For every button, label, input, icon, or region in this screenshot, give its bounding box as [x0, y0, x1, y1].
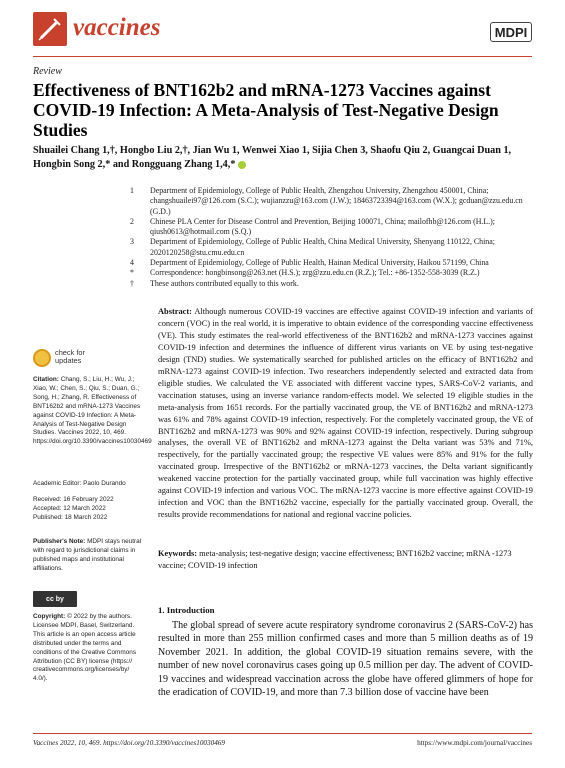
citation-label: Citation: [33, 376, 59, 383]
publisher-name: MDPI [490, 22, 532, 42]
abstract-text: Although numerous COVID-19 vaccines are effective against COVID-19 infection and variants of concern (VOC) in the real world, it is imperative to obtain evidence of the corresponding vaccine effectiveness (VE). This study estimates the real-world effectiveness of the BNT162b2 and mRNA-1273 vaccines against COVID-19 infection and determines the influence of different virus variants on VE by using test-negative design (TND) studies. We systematically searched for published articles on the efficacy of BNT162b2 and mRNA-1273 against COVID-19 infection. Two researchers independently selected and extracted data from eligible studies. We calculated the VE associated with different vaccine types, SARS-CoV-2 variants, and vaccination statuses, using an inverse variance random-effects model. We selected 19 eligible studies in the meta-analysis from 1651 records. For the partially vaccinated group, the VE of BNT162b2 and mRNA-1273 was 61% and 78% against COVID-19 infection, respectively. For the completely vaccinated group, the VE of BNT162b2 and mRNA-1273 was 90% and 92% against COVID-19 infection, respectively. During subgroup analyses, the overall VE of BNT162b2 and mRNA-1273 against the Delta variant was 53% and 71%, respectively, for the partially vaccinated group; the respective VE values were 85% and 91% for the fully vaccinated group. Irrespective of the BNT162b2 or mRNA-1273 vaccines, the Delta variant significantly weakened vaccine protection for the partially vaccinated group, while full vaccination was highly effective against COVID-19 infection and various VOC. The mRNA-1273 vaccine is more effective against COVID-19 infection and VOC than the BNT162b2 vaccine, especially for the partially vaccinated group. Overall, the results provide recommendations for national and regional vaccine policies. [158, 307, 533, 520]
copyright-text: © 2022 by the authors. Licensee MDPI, Basel, Switzerland. This article is an open access article distributed under the terms and conditions of the Creative Commons Attribution (CC BY) license (https:// creativecommons.org/licenses/by/ 4.0/). [33, 613, 137, 683]
citation-block [33, 376, 152, 447]
keywords-text: meta-analysis; test-negative design; vaccine effectiveness; BNT162b2 vaccine; mRNA -1273 vaccine; COVID-19 infection [158, 549, 512, 570]
accepted-date: Accepted: 12 March 2022 [33, 504, 106, 512]
check-updates-badge[interactable] [33, 347, 113, 373]
introduction-text: The global spread of severe acute respiratory syndrome coronavirus 2 (SARS-CoV-2) has resulted in more than 255 million confirmed cases and more than 5 million deaths as of 19 November 2021. In addition, the global COVID-19 situation remains severe, with the number of new novel coronavirus cases going up 0.5 million per day. The advent of COVID-19 vaccines and widespread vaccination across the globe have offered glimmers of hope for the eradication of COVID-19, and more than 7.3 billion dose of vaccine have been [158, 620, 533, 699]
footer-rule [33, 733, 532, 734]
abstract-label: Abstract: [158, 307, 192, 316]
authors-line-2: Hongbin Song 2,* and Rongguang Zhang 1,4,* [33, 159, 236, 170]
syringe-icon [37, 16, 63, 42]
footer-journal-link[interactable]: https://www.mdpi.com/journal/vaccines [417, 739, 532, 747]
authors-line-1: Shuailei Chang 1,†, Hongbo Liu 2,†, Jian Wu 1, Wenwei Xiao 1, Sijia Chen 3, Shaofu Qiu 2, Guangcai Duan 1, [33, 145, 512, 156]
orcid-icon[interactable] [238, 161, 246, 169]
publisher-note-label: Publisher's Note: [33, 538, 86, 545]
journal-logo [33, 12, 67, 46]
affiliation-item: * Correspondence: hongbinsong@263.net (H.S.); zrg@zzu.edu.cn (R.Z.); Tel.: +86-1352-558-3039 (R.Z.) [130, 268, 480, 278]
received-date: Received: 16 February 2022 [33, 496, 114, 503]
cc-license-badge[interactable] [33, 591, 77, 607]
article-type: Review [33, 66, 62, 77]
journal-name: vaccines [73, 14, 161, 41]
check-updates-label: check for updates [55, 348, 85, 366]
affiliations [130, 186, 530, 289]
citation-text: Chang, S.; Liu, H.; Wu, J.; Xiao, W.; Chen, S.; Qiu, S.; Duan, G.; Song, H.; Zhang, R. Effectiveness of BNT162b2 and mRNA-1273 Vaccines against COVID-19 Infection: A Meta-Analysis of Test-Negative Design Studies. Vaccines 2022, 10, 469. https://doi.org/10.3390/vaccines10030469 [33, 376, 152, 446]
dates-block [33, 496, 143, 523]
publisher-note [33, 538, 143, 574]
affiliation-item: 4 Department of Epidemiology, College of Public Health, Hainan Medical University, Haikou 571199, China [130, 258, 489, 268]
affiliation-item: † These authors contributed equally to this work. [130, 278, 299, 288]
keywords-label: Keywords: [158, 549, 198, 558]
footer-citation[interactable]: Vaccines 2022, 10, 469. https://doi.org/10.3390/vaccines10030469 [33, 739, 225, 747]
header-rule [33, 56, 532, 57]
author-list [33, 144, 533, 172]
section-heading: 1. Introduction [158, 605, 215, 615]
article-title: Effectiveness of BNT162b2 and mRNA-1273 Vaccines against COVID-19 Infection: A Meta-Analysis of Test-Negative Design Studies [33, 80, 499, 140]
check-updates-icon [33, 349, 51, 367]
published-date: Published: 18 March 2022 [33, 513, 108, 521]
affiliation-item: 1 Department of Epidemiology, College of Public Health, Zhengzhou University, Zhengzhou 450001, China; changshuailei97@126.com (S.C.); wujianzzu@163.com (J.W.); 18463723394@163.com (W.X.); gcduan@zzu.edu.cn (G.D.) [130, 186, 523, 216]
affiliation-item: 2 Chinese PLA Center for Disease Control and Prevention, Beijing 100071, China; mailofhb@126.com (H.L.); qiush0613@hotmail.com (S.Q.) [130, 216, 495, 237]
cc-license-label: cc by [46, 595, 64, 603]
copyright-label: Copyright: [33, 613, 66, 620]
copyright-block [33, 613, 143, 684]
academic-editor: Academic Editor: Paolo Durando [33, 480, 126, 487]
keywords [158, 548, 533, 572]
publisher-note-text: MDPI stays neutral with regard to jurisdictional claims in published maps and institutional affiliations. [33, 538, 142, 572]
abstract [158, 306, 533, 521]
affiliation-item: 3 Department of Epidemiology, College of Public Health, China Medical University, Shenyang 110122, China; 2020120258@stu.cmu.edu.cn [130, 237, 495, 257]
publisher-logo [490, 22, 532, 42]
